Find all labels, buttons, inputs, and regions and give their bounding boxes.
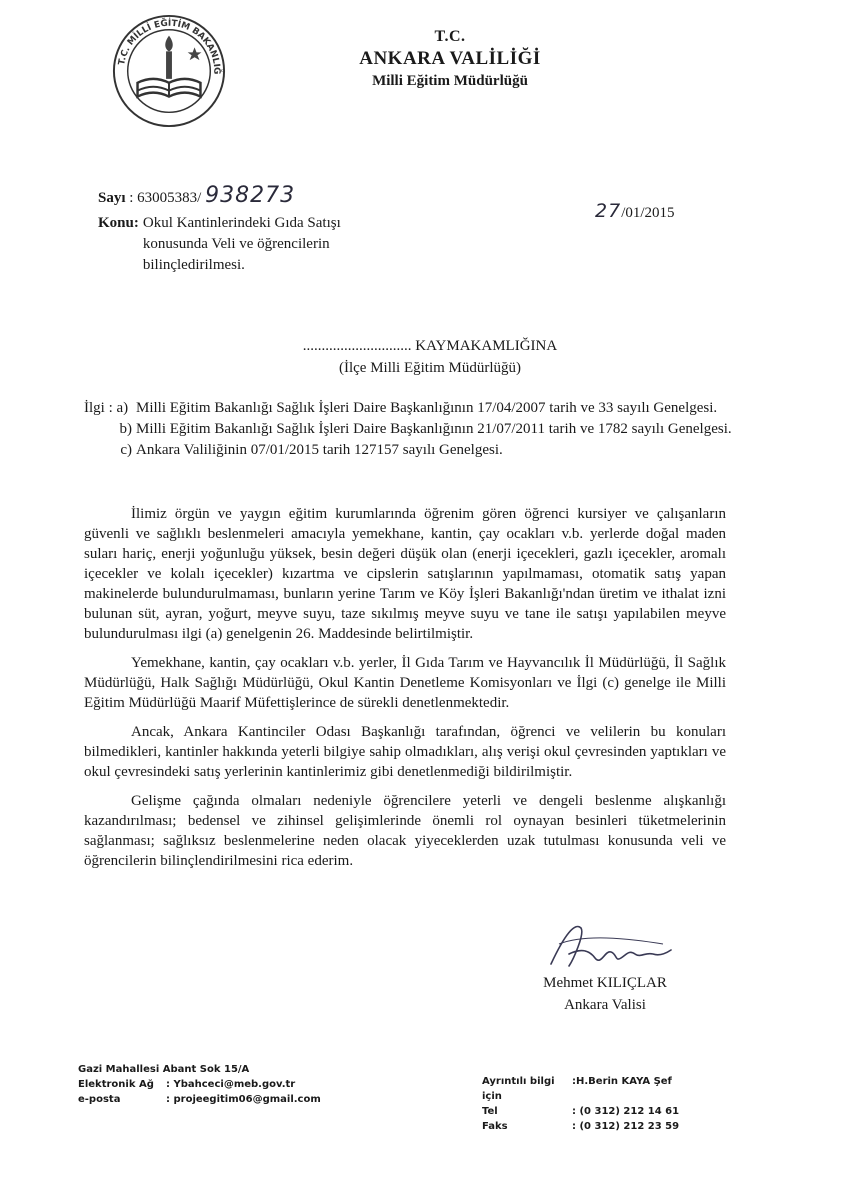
body-paragraph-2: Yemekhane, kantin, çay ocakları v.b. yerler, İl Gıda Tarım ve Hayvancılık İl Müdürlüğü, İl Sağlık Müdürlüğü, Halk Sağlığı Müdürlüğü, Okul Kantin Denetleme Komisyonları ve İlgi (c) genelge ile Milli Eğitim Müdürlüğü Maarif Müfettişlerince de sürekli denetlenmektedir. <box>84 655 726 711</box>
signer-title: Ankara Valisi <box>564 997 646 1013</box>
letterhead-directorate: Milli Eğitim Müdürlüğü <box>372 73 528 89</box>
letter-date <box>595 200 675 222</box>
footer-web-row: Elektronik Ağ : Ybahceci@meb.gov.tr <box>78 1079 296 1090</box>
body-paragraph-3: Ancak, Ankara Kantinciler Odası Başkanlığı tarafından, öğrenci ve velilerin bu konuları bilmedikleri, kantinler hakkında yeterli bilgiye sahip olmadıkları, alış verişi okul çevresinden yaptıkları ve okul çevresindeki satış yerlerinin kantinlerimiz gibi denetlenmediği bildirilmiştir. <box>84 724 726 780</box>
recipient <box>230 335 630 379</box>
footer-web-value: : Ybahceci@meb.gov.tr <box>166 1079 296 1090</box>
ilgi-item-a: İlgi : a) Milli Eğitim Bakanlığı Sağlık İşleri Daire Başkanlığının 17/04/2007 tarih ve 33 sayılı Genelgesi. <box>84 398 744 419</box>
date-rest: /01/2015 <box>621 205 675 221</box>
sayi-label: Sayı <box>98 190 126 206</box>
footer-contact <box>78 1062 321 1107</box>
reference-number <box>98 183 295 208</box>
sayi-handwritten-number: 938273 <box>205 183 296 208</box>
ministry-seal-logo <box>110 12 228 130</box>
footer-fax-row: Faks : (0 312) 212 23 59 <box>482 1121 680 1132</box>
ilgi-item-c: c) Ankara Valiliğinin 07/01/2015 tarih 127157 sayılı Genelgesi. <box>84 440 744 461</box>
footer-tel-value: : (0 312) 212 14 61 <box>572 1106 680 1117</box>
ilgi-item-b: b) Milli Eğitim Bakanlığı Sağlık İşleri Daire Başkanlığının 21/07/2011 tarih ve 1782 sayılı Genelgesi. <box>84 419 744 440</box>
body-paragraph-1: İlimiz örgün ve yaygın eğitim kurumlarında öğrenim gören öğrenci kursiyer ve çalışanların güvenli ve sağlıklı beslenmeleri amacıyla yemekhane, kantin, çay ocakları v.b. yerlerde doğal maden suları hariç, enerji yoğunluğu yüksek, besin değeri düşük olan (enerji içecekleri, gazlı içecekler, aromalı içecekler ve kolalı içecekler) kızartma ve cipslerin satışlarının yapılmaması, otomatik satış yapan makinelerde bulundurulmaması, bunların yerine Tarım ve Köy İşleri Bakanlığı'ndan üretim ve ithalat izni bulunan süt, ayran, yoğurt, meyve suyu, taze sıkılmış meyve suyu ve tane ile satışı yapılabilen meyve bulundurulması ilgi (a) genelgenin 26. Maddesinde belirtilmiştir. <box>84 506 726 642</box>
signer-name: Mehmet KILIÇLAR <box>543 975 667 991</box>
subject <box>98 213 403 276</box>
letterhead-governorship: ANKARA VALİLİĞİ <box>359 48 541 69</box>
sayi-value: : 63005383/ <box>129 190 202 206</box>
ilgi-text-c: Ankara Valiliğinin 07/01/2015 tarih 127157 sayılı Genelgesi. <box>136 442 503 458</box>
footer-tel-row: Tel : (0 312) 212 14 61 <box>482 1106 680 1117</box>
konu-text: Okul Kantinlerindeki Gıda Satışı konusunda Veli ve öğrencilerin bilinçledirilmesi. <box>142 215 341 273</box>
footer-email-value: : projeegitim06@gmail.com <box>166 1094 321 1105</box>
letter-body <box>84 504 726 880</box>
svg-text:T.C. MİLLİ EĞİTİM BAKANLIĞI: T.C. MİLLİ EĞİTİM BAKANLIĞ <box>117 18 222 75</box>
footer-fax-value: : (0 312) 212 23 59 <box>572 1121 680 1132</box>
letterhead <box>250 28 650 90</box>
footer-address: Gazi Mahallesi Abant Sok 15/A <box>78 1064 250 1075</box>
ilgi-label: İlgi <box>84 400 105 416</box>
konu-label: Konu: <box>98 215 139 231</box>
footer-info <box>482 1074 679 1134</box>
letterhead-tc: T.C. <box>434 28 466 45</box>
references-list <box>84 398 744 461</box>
body-paragraph-4: Gelişme çağında olmaları nedeniyle öğrencilere yeterli ve dengeli beslenme alışkanlığı kazandırılması; bedensel ve zihinsel gelişimlerinde önemli rol oynayan besinleri tüketmelerinin sağlanması; sağlıksız beslenmelerine neden olacak yiyeceklerden uzak tutulması konusunda veli ve öğrencilerin bilinçlendirilmesini rica ederim. <box>84 793 726 869</box>
footer-email-row: e-posta : projeegitim06@gmail.com <box>78 1094 321 1105</box>
signature-block <box>520 972 690 1016</box>
footer-info-row: Ayrıntılı bilgi için :H.Berin KAYA Şef <box>482 1076 672 1102</box>
recipient-line1: ............................. KAYMAKAMLIĞINA <box>302 338 558 354</box>
date-handwritten-day: 27 <box>595 200 622 222</box>
footer-info-value: :H.Berin KAYA Şef <box>572 1076 672 1087</box>
ilgi-text-b: Milli Eğitim Bakanlığı Sağlık İşleri Daire Başkanlığının 21/07/2011 tarih ve 1782 sayılı Genelgesi. <box>136 421 732 437</box>
handwritten-signature <box>545 914 675 974</box>
ilgi-text-a: Milli Eğitim Bakanlığı Sağlık İşleri Daire Başkanlığının 17/04/2007 tarih ve 33 sayılı Genelgesi. <box>136 400 718 416</box>
recipient-line2: (İlçe Milli Eğitim Müdürlüğü) <box>338 360 522 376</box>
